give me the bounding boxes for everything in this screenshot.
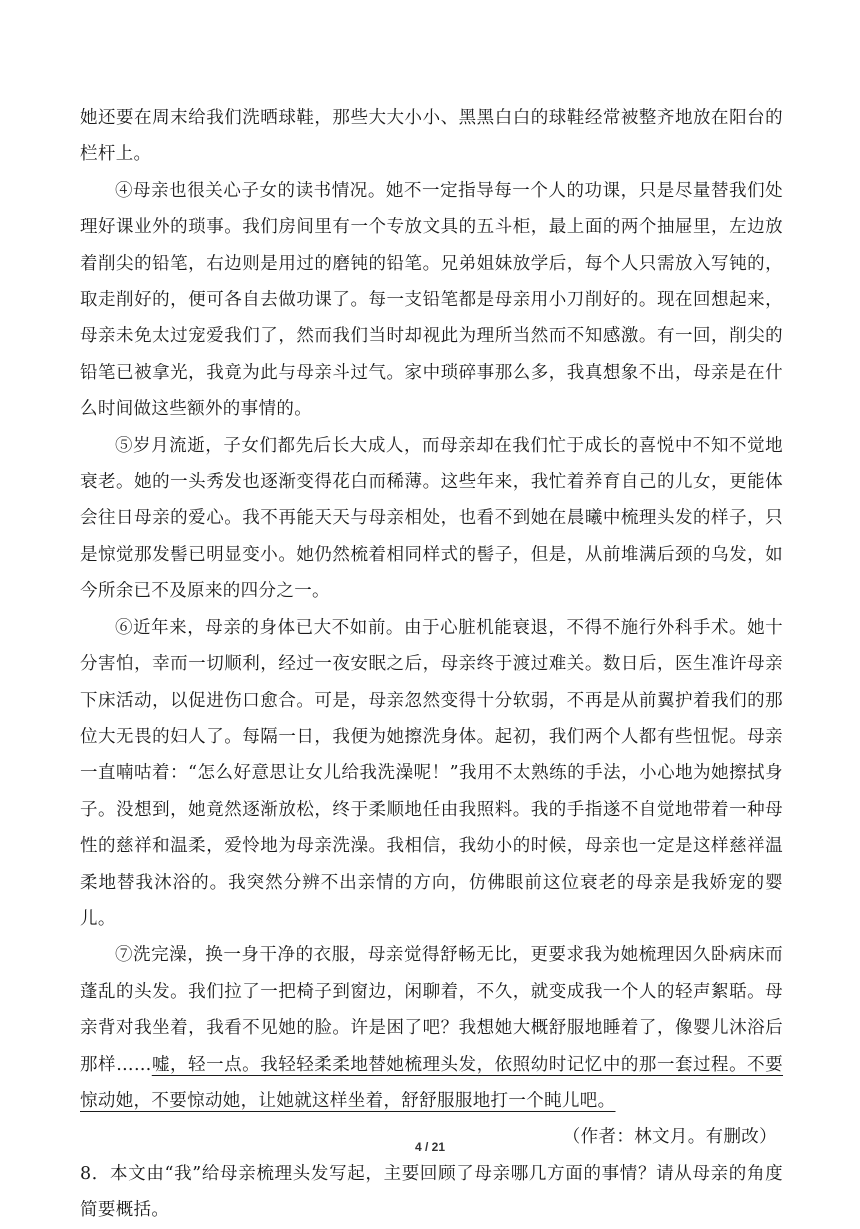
paragraph-6: ⑥近年来，母亲的身体已大不如前。由于心脏机能衰退，不得不施行外科手术。她十分害怕，幸而一切顺利，经过一夜安眠之后，母亲终于渡过难关。数日后，医生准许母亲下床活动，以促进伤口愈合。可是，母亲忽然变得十分软弱，不再是从前翼护着我们的那位大无畏的妇人了。每隔一日，我便为她擦洗身体。起初，我们两个人都有些忸怩。母亲一直喃咕着：“怎么好意思让女儿给我洗澡呢！”我用不太熟练的手法，小心地为她擦拭身子。没想到，她竟然逐渐放松，终于柔顺地任由我照料。我的手指遂不自觉地带着一种母性的慈祥和温柔，爱怜地为母亲洗澡。我相信，我幼小的时候，母亲也一定是这样慈祥温柔地替我沐浴的。我突然分辨不出亲情的方向，仿佛眼前这位衰老的母亲是我娇宠的婴儿。 (80, 617, 783, 929)
paragraph-continuation: 她还要在周末给我们洗晒球鞋，那些大大小小、黑黑白白的球鞋经常被整齐地放在阳台的栏杆上。 (80, 108, 783, 165)
paragraph-5: ⑤岁月流逝，子女们都先后长大成人，而母亲却在我们忙于成长的喜悦中不知不觉地衰老。她的一头秀发也逐渐变得花白而稀薄。这些年来，我忙着养育自己的儿女，更能体会往日母亲的爱心。我不再能天天与母亲相处，也看不到她在晨曦中梳理头发的样子，只是惊觉那发髻已明显变小。她仍然梳着相同样式的髻子，但是，从前堆满后颈的乌发，如今所余已不及原来的四分之一。 (80, 435, 783, 602)
document-page (80, 100, 783, 1229)
paragraph-7-text: ⑦洗完澡，换一身干净的衣服，母亲觉得舒畅无比，更要求我为她梳理因久卧病床而蓬乱的头发。我们拉了一把椅子到窗边，闲聊着，不久，就变成我一个人的轻声絮聒。母亲背对我坐着，我看不见她的脸。许是困了吧？我想她大概舒服地睡着了，像婴儿沐浴后那样…… (80, 945, 783, 1075)
question-8: 8．本文由“我”给母亲梳理头发写起，主要回顾了母亲哪几方面的事情？请从母亲的角度简要概括。 (80, 1163, 783, 1221)
page-number: 4 / 21 (414, 1140, 446, 1154)
paragraph-7 (80, 937, 783, 1119)
paragraph-4: ④母亲也很关心子女的读书情况。她不一定指导每一个人的功课，只是尽量替我们处理好课业外的琐事。我们房间里有一个专放文具的五斗柜，最上面的两个抽屉里，左边放着削尖的铅笔，右边则是用过的磨钝的铅笔。兄弟姐妹放学后，每个人只需放入写钝的，取走削好的，便可各自去做功课了。每一支铅笔都是母亲用小刀削好的。现在回想起来，母亲未免太过宠爱我们了，然而我们当时却视此为理所当然而不知感激。有一回，削尖的铅笔已被拿光，我竟为此与母亲斗过气。家中琐碎事那么多，我真想象不出，母亲是在什么时间做这些额外的事情的。 (80, 180, 783, 420)
underlined-passage: 嘘，轻一点。我轻轻柔柔地替她梳理头发，依照幼时记忆中的那一套过程。不要惊动她，不要惊动她，让她就这样坐着，舒舒服服地打一个盹儿吧。 (80, 1054, 784, 1111)
author-credit: （作者：林文月。有删改） (562, 1127, 777, 1148)
